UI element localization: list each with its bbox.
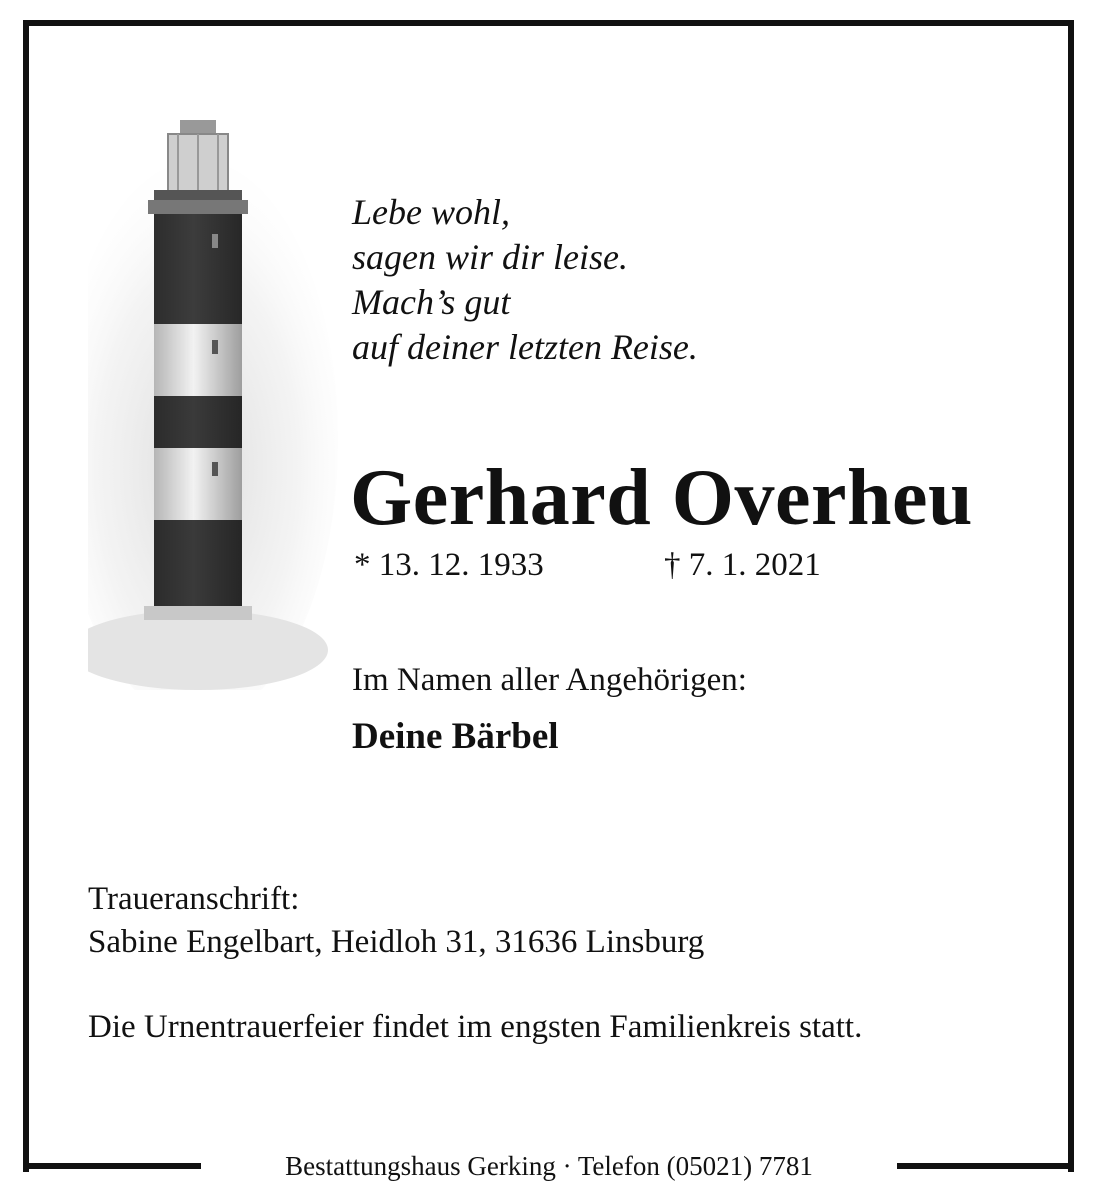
footer-rule-right bbox=[897, 1163, 1071, 1169]
mourning-address bbox=[88, 878, 704, 964]
deceased-name: Gerhard Overheu bbox=[350, 454, 973, 542]
poem-line: auf deiner letzten Reise. bbox=[352, 327, 698, 367]
signer-name: Deine Bärbel bbox=[352, 716, 559, 757]
footer-rule-left bbox=[23, 1163, 201, 1169]
poem-line: sagen wir dir leise. bbox=[352, 237, 628, 277]
lighthouse-icon bbox=[88, 110, 348, 690]
address-value: Sabine Engelbart, Heidloh 31, 31636 Linsburg bbox=[88, 924, 705, 960]
poem-line: Mach’s gut bbox=[352, 282, 511, 322]
death-date: † 7. 1. 2021 bbox=[664, 547, 821, 583]
funeral-home-footer: Bestattungshaus Gerking · Telefon (05021) 7781 bbox=[285, 1151, 813, 1181]
life-dates bbox=[354, 545, 821, 585]
poem-line: Lebe wohl, bbox=[352, 192, 510, 232]
ceremony-notice: Die Urnentrauerfeier findet im engsten Familienkreis statt. bbox=[88, 1009, 863, 1045]
family-intro: Im Namen aller Angehörigen: bbox=[352, 662, 747, 698]
birth-date: * 13. 12. 1933 bbox=[354, 547, 544, 583]
address-label: Traueranschrift: bbox=[88, 881, 300, 917]
poem bbox=[352, 190, 698, 370]
